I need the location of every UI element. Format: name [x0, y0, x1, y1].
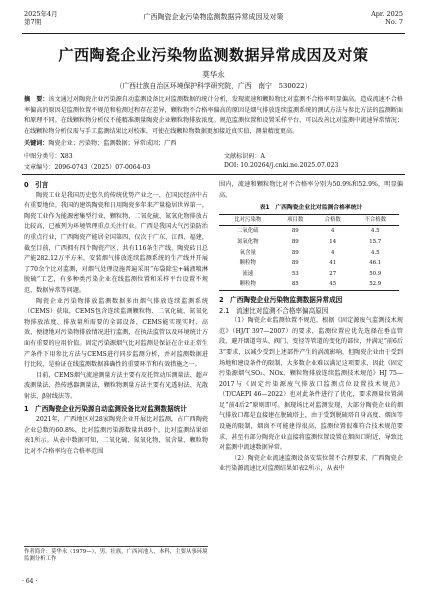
header-rule	[22, 33, 405, 34]
author-footnote: 作者简介：莫华永（1979—），男，壮族，广西河池人，本科，主要从事环境监测分析工作	[24, 546, 208, 563]
table-cell: 氧含量	[239, 249, 256, 256]
intro-paragraph-2: 陶瓷企业污染物排放监测数据多由烟气排放连续监测系统（CEMS）获取，CEMS包含连续监测颗粒物、二氧化硫、氮氧化物排放浓度、排放量所需要的全部设备，CEMS能实现实时、高效、便捷地对污染物排放情况进行监测，在执法监管以及环境统计方面有重要的应用价值。固定污染源烟气比对监测是保证在企业正常生产条件下用参比方法与CEMS进行同步监测分析，并对监测数据进行比较，是验证在线监测数据准确性的重要环节和有效措施之一。	[24, 297, 208, 369]
abstract	[24, 95, 403, 137]
table-cell: 14	[329, 238, 337, 245]
table-cell: 二氧化硫	[236, 228, 259, 235]
meta-line-2	[24, 162, 403, 171]
header-issue-en: No. 7	[385, 18, 403, 26]
clc-number: 中图分类号：X83	[24, 153, 73, 160]
table-header-cell: 比对污染物	[219, 214, 277, 226]
section-2-1-paragraph-2: （2）陶瓷企业流速监测设备安装位置不合理要求，广西陶瓷企业污染源流速比对监测结果如表2所示，从表中	[219, 454, 403, 473]
article-number: 文章编号：2096-0743（2025）07-0064-03	[24, 164, 151, 171]
header-issue-line: 第7期	[24, 18, 42, 26]
table-cell: 89	[291, 260, 299, 267]
intro-paragraph-1: 陶瓷工业是我国历史悠久的传统优势产业之一，在国民经济中占有重要地位。我国的建筑陶瓷和日用陶瓷多年来产量稳居世界第一，陶瓷工业作为能源密集型行业，颗粒物、二氧化硫、氮氧化物排放占比较高，已被列为环境管理重点关注行业。广西是我国大气污染防治的重点行业，广西陶瓷产能居全国第四，仅次于广东、江西、福建，截至目前，广西拥有四个陶瓷产区，共有116条生产线，陶瓷砖日总产能282.12万平方米，安装烟气排放连续监测系统的生产线并开展了70余个比对监测，对烟气处理设施普遍采用“布袋除尘+碱液喷淋脱硫”工艺，有多种类污染企业在线监测位置和采样平台设置不规范、数据异常等问题。	[24, 191, 208, 294]
table-cell: 52.9	[351, 279, 399, 290]
table-row	[219, 258, 399, 269]
doi: DOI: 10.20264/j.cnki.ne.2025.07.023	[224, 162, 339, 169]
running-header	[24, 10, 403, 34]
table-cell: 46.1	[369, 260, 382, 267]
abstract-label: 摘 要：	[24, 96, 49, 103]
table-cell: 53	[291, 270, 299, 277]
continued-paragraph: 围内，流速和颗粒物比对不合格率分别为50.9%和52.9%，明显偏高。	[219, 181, 403, 199]
table-1-title: 表1 广西陶瓷企业比对监测合格率统计	[259, 205, 363, 212]
section-heading-2-1: 2.1 流速比对监测不合格率偏高原因	[219, 306, 329, 315]
abstract-text: 该文通过对陶瓷企业污染源自动监测设备比对监测数据的统计分析，发现流速和颗粒物比对监测不合格率明显偏高。造成流速不合格率偏高的原因是监测位置不规范和检测过程存在差异，颗粒物不合格率偏高的原因是烟气排放连续监测系统的测试方法与参比方法的监测断面和原理不同。在线颗粒物分析仪不能精准测量陶瓷企业颗粒物排放浓度。规范监测位置和设置采样平台，可以改善比对监测中流速异常情况；在线颗粒物分析仪需与手工监测结果比对校准，可使在线颗粒物数据更加接近真实值，测量精度更高。	[24, 96, 403, 135]
table-header-cell: 不合格数	[351, 214, 399, 226]
table-cell: 4	[331, 228, 335, 235]
table-cell: 89	[291, 238, 299, 245]
table-cell: 27	[329, 270, 337, 277]
meta-line-1	[24, 151, 403, 160]
header-issue	[371, 10, 403, 26]
section-2-1-paragraph-1: （1）陶瓷企业监测位置不规范，根据《固定源废气监测技术规范》（HJ/T 397—2007）的要求，监测位置应优先选择在垂直管段，避开烟道弯头、阀门、变径等管道的变化的部位，并满足“前6后3”要求，以减少受到上述部件产生的涡流影响，但陶瓷企业由于受到场地和建设条件的限制，大多数企业难以满足这项要求，因此《固定污染源烟气SO₂、NOx、颗粒物排放连续监测技术规范》HJ 75—2017与《固定污染源废气排放口监测点位设置技术规范》（T/CAEPI 46—2022）也对此条件进行了优化，要求测量位置满足“前4后2”原则即可。据现场比对监测发现，大部分陶瓷企业的烟气排放口都是直接建在脱硫塔上，由于受到脱硫塔自身高度、烟囱等设施的限制，烟囱不可能建得很高，监测位置很难符合技术规范要求，甚至有部分陶瓷企业直接将监测位置设置在烟囱口附近，导致比对监测中流速数据异常。	[219, 317, 403, 452]
table-header-cell: 合格数	[314, 214, 351, 226]
table-row	[219, 248, 399, 259]
section-heading-2: 2 广西陶瓷企业污染物监测数据异常成因	[219, 295, 343, 304]
table-cell: 颗粒物	[219, 279, 277, 290]
keywords-text: 陶瓷企业；污染物；监测数据；异常成因；广西	[48, 140, 177, 147]
header-center-title: 广西陶瓷企业污染物监测数据异常成因及对策	[143, 13, 284, 21]
table-1	[219, 214, 399, 291]
table-cell: 89	[291, 249, 299, 256]
table-cell: 流速	[242, 270, 254, 277]
table-cell: 4.5	[370, 228, 380, 235]
keywords-label: 关键词：	[24, 140, 49, 147]
table-cell: 4.5	[370, 249, 380, 256]
section-1-paragraph: 2021年，广西地区对28家陶瓷企业开展比对监测，占广西陶瓷企业总数的60.8%，比对监测污染源数量共89个，比对监测结果如表1所示。从表中数据可知，二氧化硫、氮氧化物、氧含量、颗粒物比对不合格率均在合格率范围	[24, 416, 208, 455]
table-cell: 颗粒物	[239, 260, 256, 267]
author-name: 莫华永	[202, 70, 225, 79]
table-header-cell: 项目数	[277, 214, 314, 226]
section-heading-intro: 0 引言	[24, 181, 49, 189]
right-column	[219, 180, 403, 592]
section-heading-1: 1 广西陶瓷企业污染源自动监测设备比对监测数据统计	[24, 405, 187, 414]
intro-paragraph-3: 目前，CEMS烟气流速测量方法主要有皮托管动压测量法、超声波测量法、热传感器测量法，颗粒物测量方法主要有光透射法、光散射法、β射线法等。	[24, 371, 208, 400]
meta-rule	[22, 174, 405, 175]
table-cell: 4	[331, 249, 335, 256]
table-cell: 50.9	[369, 270, 382, 277]
table-cell: 氮氧化物	[236, 238, 259, 245]
table-cell: 85	[277, 279, 314, 290]
header-date-line: 2025年4月	[24, 10, 58, 18]
table-cell: 15.7	[369, 238, 382, 245]
article-title: 广西陶瓷企业污染物监测数据异常成因及对策	[58, 46, 369, 64]
left-column	[24, 180, 208, 542]
table-cell: 45	[314, 279, 351, 290]
table-row	[219, 226, 399, 237]
page-number: · 64 ·	[22, 578, 38, 585]
document-code: 文献标识码：A	[224, 153, 265, 160]
author-affiliation: （广西壮族自治区环境保护科学研究院，广西 南宁 530022）	[115, 82, 312, 90]
table-cell: 41	[329, 260, 337, 267]
table-cell: 89	[291, 228, 299, 235]
header-date-en: Apr. 2025	[371, 10, 403, 18]
table-header-row	[219, 214, 399, 226]
table-row	[219, 237, 399, 248]
table-row	[219, 269, 399, 280]
table-row	[219, 279, 399, 290]
keywords	[24, 138, 403, 147]
